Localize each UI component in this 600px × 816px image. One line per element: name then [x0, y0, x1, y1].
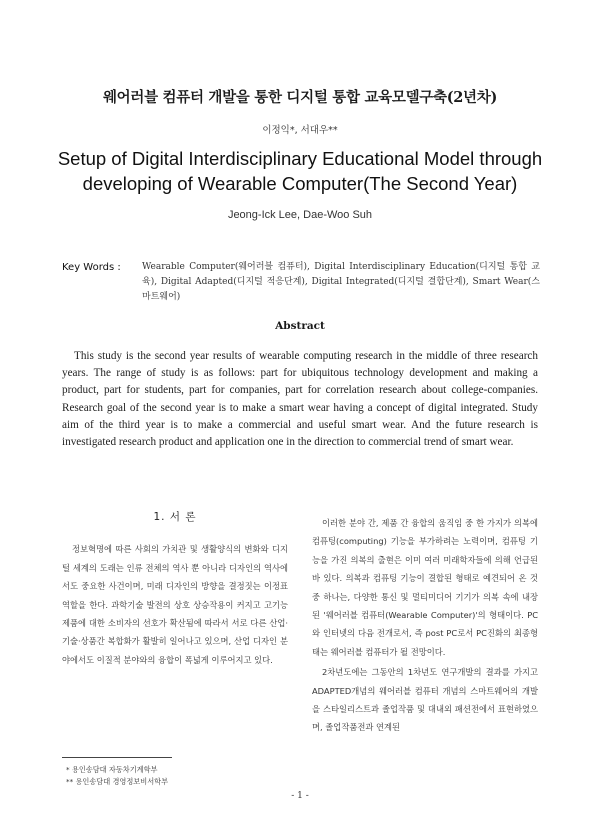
- keywords-text: Wearable Computer(웨어러블 컴퓨터), Digital Interdisciplinary Education(디지털 통합 교육), Digital Adapted(디지털 적응단계), Digital Integrated(디지털 결합단계), Smart Wear(스마트웨어): [142, 262, 540, 302]
- body-paragraph: 정보혁명에 따른 사회의 가치관 및 생활양식의 변화와 디지털 세계의 도래는 인류 전체의 역사 뿐 아니라 디자인의 역사에서도 중요한 사건이며, 미래 디자인의 방향을 결정짓는 이정표 역할을 한다. 과학기술 발전의 상호 상승작용이 커지고 고기능 제품에 대한 소비자의 선호가 확산됨에 따라서 서로 다른 산업·기술·상품간 복합화가 활발히 일어나고 있으며, 산업 디자인 분야에서도 이질적 분야와의 융합이 폭넓게 이루어지고 있다.: [62, 544, 288, 665]
- footnote-affiliation-2: ** 용인송담대 경영정보비서학부: [66, 777, 169, 786]
- body-paragraph: 이러한 분야 간, 제품 간 융합의 움직임 중 한 가지가 의복에 컴퓨팅(computing) 기능을 부가하려는 노력이며, 컴퓨팅 기능을 가진 의복의 출현은 이미 여러 미래학자들에 의해 언급된 바 있다. 의복과 컴퓨팅 기능이 결합된 형태로 예견되어 온 것 중 하나는, 다양한 통신 및 멀티미디어 기기가 의복 속에 내장된 '웨어러블 컴퓨터(Wearable Computer)'의 형태이다. PC와 인터넷의 다음 전개로서, 즉 post PC로서 PC진화의 최종형태는 웨어러블 컴퓨터가 될 전망이다.: [312, 518, 538, 657]
- korean-title: 웨어러블 컴퓨터 개발을 통한 디지털 통합 교육모델구축(2년차): [102, 89, 498, 106]
- keywords-block: [62, 260, 540, 305]
- footnote-affiliation-1: * 용인송담대 자동차기계학부: [66, 765, 158, 774]
- korean-authors: 이정익*, 서대우**: [262, 125, 338, 136]
- page-number: - 1 -: [291, 791, 309, 801]
- body-paragraph: 2차년도에는 그동안의 1차년도 연구개발의 결과를 가지고 ADAPTED개념의 웨어러블 컴퓨터 개념의 스마트웨어의 개발을 스타일리스트과 졸업작품 및 대내외 패션전에서 표현하였으며, 졸업작품전과 연계된: [312, 667, 538, 733]
- right-column: [312, 514, 538, 737]
- abstract-heading: Abstract: [275, 320, 325, 332]
- english-authors: Jeong-Ick Lee, Dae-Woo Suh: [227, 209, 373, 221]
- english-title: Setup of Digital Interdisciplinary Educational Model through developing of Wearable Computer(The Second Year): [57, 148, 543, 194]
- footnotes: [66, 764, 286, 788]
- footnote-divider: [62, 757, 172, 758]
- keywords-label: Key Words :: [62, 262, 121, 273]
- abstract-text: This study is the second year results of wearable computing research in the middle of three research years. The range of study is as follows: part for ubiquitous technology development and making a product, part for students, part for companies, part for correlation research about college-companies. Research goal of the second year is to make a smart wear having a concept of digital integrated. Study aim of the third year is to make a commercial and useful smart wear. And the future research is investigated research product and application one in the direction to commercial trend of smart wear.: [62, 350, 538, 449]
- section-heading-introduction: 1. 서 론: [153, 511, 197, 523]
- left-column: [62, 508, 288, 669]
